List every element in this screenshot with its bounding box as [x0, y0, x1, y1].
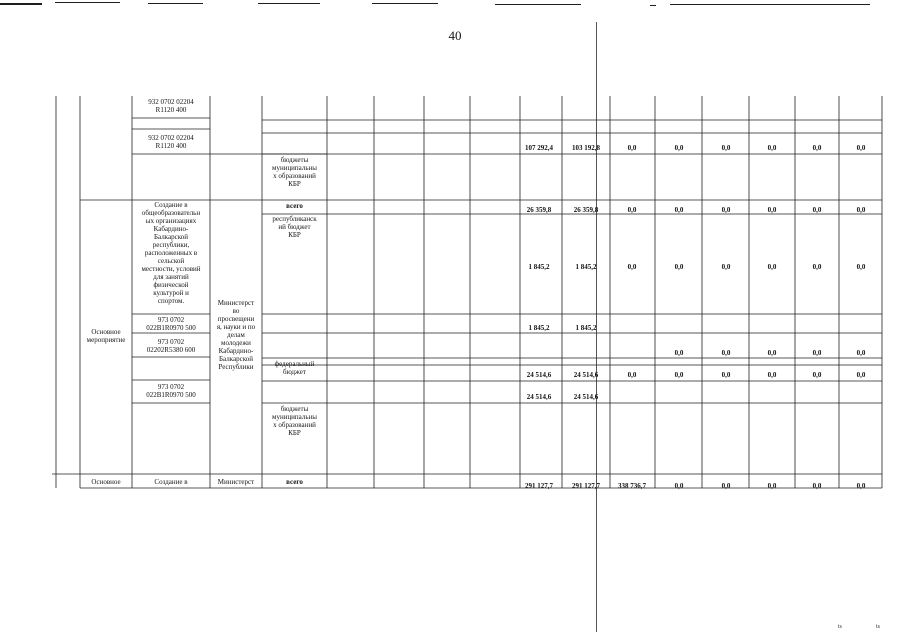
page-number: 40 [448, 28, 462, 43]
budget-code-cell: 973 0702 02202R5380 600 [146, 338, 196, 354]
event-name-cell: Создание в общеобразовательн ых организациях Кабардино- Балкарской республики, расположенных в сельской местности, условий для занятий физической культурой и спортом. [141, 201, 201, 305]
scan-artifact-top [0, 3, 42, 5]
value-cell: 0,0 [721, 371, 731, 379]
value-cell: 338 736,7 [618, 482, 646, 490]
value-cell: 0,0 [856, 263, 866, 271]
value-cell: 0,0 [856, 482, 866, 490]
value-cell: 1 845,2 [528, 263, 550, 271]
value-cell: 0,0 [767, 206, 777, 214]
value-cell: 0,0 [721, 482, 731, 490]
value-cell: 1 845,2 [575, 263, 597, 271]
scan-artifact-top [650, 5, 656, 6]
value-cell: 0,0 [721, 206, 731, 214]
scan-artifact-top [148, 3, 203, 4]
value-cell: 0,0 [856, 206, 866, 214]
value-cell: 0,0 [674, 206, 684, 214]
value-cell: 0,0 [674, 371, 684, 379]
value-cell: 0,0 [627, 206, 637, 214]
value-cell: 0,0 [812, 206, 822, 214]
value-cell: 0,0 [767, 349, 777, 357]
funding-source-cell: бюджеты муниципальны х образований КБР [272, 405, 317, 437]
value-cell: 0,0 [674, 482, 684, 490]
budget-code-cell: 932 0702 02204 R1120 400 [148, 134, 194, 150]
value-cell: 24 514,6 [573, 393, 599, 401]
value-cell: 0,0 [812, 263, 822, 271]
executor-cell: Министерст во просвещени я, науки и по делам молодежи Кабардино- Балкарской Республики [216, 299, 256, 371]
value-cell: 0,0 [627, 263, 637, 271]
scan-artifact-top [55, 2, 120, 3]
value-cell: 0,0 [627, 371, 637, 379]
scan-artifact-top [258, 3, 320, 4]
value-cell: 0,0 [674, 349, 684, 357]
value-cell: 0,0 [812, 482, 822, 490]
value-cell: 0,0 [767, 263, 777, 271]
funding-source-cell: всего [286, 202, 303, 210]
budget-code-cell: 973 0702 022В1R0970 500 [146, 316, 196, 332]
value-cell: 0,0 [674, 263, 684, 271]
value-cell: 0,0 [767, 144, 777, 152]
scan-artifact-top [372, 3, 438, 4]
value-cell: 0,0 [674, 144, 684, 152]
value-cell: 0,0 [812, 371, 822, 379]
value-cell: 26 359,8 [573, 206, 599, 214]
value-cell: 0,0 [856, 371, 866, 379]
value-cell: 103 192,8 [572, 144, 600, 152]
value-cell: 0,0 [721, 263, 731, 271]
value-cell: 0,0 [721, 144, 731, 152]
scan-artifact-top [670, 4, 870, 5]
value-cell: 0,0 [767, 371, 777, 379]
event-type-cell: Основное [91, 478, 121, 486]
funding-source-cell: республиканск ий бюджет КБР [272, 215, 317, 239]
executor-cell: Министерст [217, 478, 255, 486]
scan-edge-mark: ts [876, 624, 881, 630]
value-cell: 0,0 [767, 482, 777, 490]
funding-source-cell: бюджеты муниципальны х образований КБР [272, 156, 317, 188]
budget-code-cell: 973 0702 022В1R0970 500 [146, 383, 196, 399]
funding-source-cell: федеральный бюджет [274, 360, 315, 376]
value-cell: 1 845,2 [575, 324, 597, 332]
scan-artifact-top [495, 4, 581, 5]
value-cell: 291 127,7 [525, 482, 553, 490]
value-cell: 0,0 [812, 144, 822, 152]
budget-table [52, 96, 887, 496]
value-cell: 291 127,7 [572, 482, 600, 490]
value-cell: 24 514,6 [573, 371, 599, 379]
value-cell: 107 292,4 [525, 144, 553, 152]
scan-edge-mark: ts [838, 624, 843, 630]
value-cell: 0,0 [721, 349, 731, 357]
value-cell: 0,0 [856, 349, 866, 357]
value-cell: 0,0 [627, 144, 637, 152]
budget-code-cell: 932 0702 02204 R1120 400 [148, 98, 194, 114]
value-cell: 24 514,6 [526, 393, 552, 401]
funding-source-cell: всего [286, 478, 303, 486]
value-cell: 1 845,2 [528, 324, 550, 332]
event-type-cell: Основное мероприятие [86, 328, 126, 344]
value-cell: 24 514,6 [526, 371, 552, 379]
value-cell: 26 359,8 [526, 206, 552, 214]
value-cell: 0,0 [856, 144, 866, 152]
value-cell: 0,0 [812, 349, 822, 357]
event-name-cell: Создание в [154, 478, 188, 486]
